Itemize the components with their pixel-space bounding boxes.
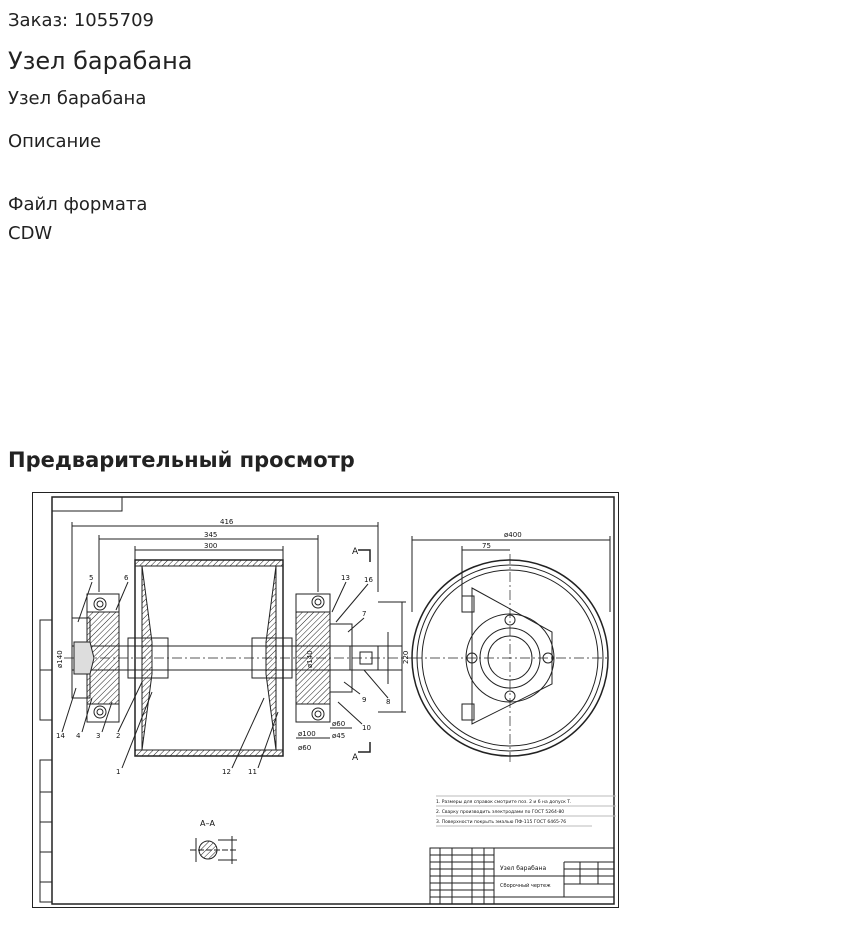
- dim-text-bottom-d: ø45: [332, 732, 346, 740]
- file-format-value: CDW: [8, 223, 53, 244]
- callout-10: 10: [362, 724, 371, 732]
- product-title: Узел барабана: [8, 47, 193, 75]
- callout-6: 6: [124, 574, 129, 582]
- left-strip-lower: [40, 760, 52, 902]
- callout-11: 11: [248, 768, 257, 776]
- preview-heading: Предварительный просмотр: [8, 448, 355, 472]
- callout-7: 7: [362, 610, 367, 618]
- dim-text-bottom-c: ø60: [332, 720, 346, 728]
- callout-4: 4: [76, 732, 81, 740]
- note-3: 3. Поверхности покрыть эмалью ПФ-115 ГОСТ 6465-76: [436, 820, 567, 825]
- dim-text-height: 220: [402, 650, 410, 664]
- callout-1: 1: [116, 768, 121, 776]
- description-label: Описание: [8, 131, 102, 152]
- sheet-frame: [52, 497, 614, 904]
- callout-16: 16: [364, 576, 373, 584]
- callout-12: 12: [222, 768, 231, 776]
- dim-text-hub-left: ø140: [56, 650, 64, 668]
- title-block-name: Узел барабана: [500, 865, 547, 872]
- dim-text-overall: 416: [220, 518, 234, 526]
- callout-14: 14: [56, 732, 65, 740]
- top-left-stamp: [52, 497, 122, 511]
- dim-text-hub-right: ø140: [306, 650, 314, 668]
- dim-text-circle: ø400: [504, 531, 522, 539]
- file-format-label: Файл формата: [8, 194, 148, 215]
- dim-text-drum: 300: [204, 542, 218, 550]
- technical-drawing: [32, 492, 620, 909]
- section-mark-top: А: [352, 547, 359, 557]
- dim-text-middle: 345: [204, 531, 218, 539]
- note-2: 2. Сварку производить электродами по ГОСТ 5264-80: [436, 810, 565, 815]
- note-1: 1. Размеры для справок смотрите поз. 2 и 6 на допуск Т.: [436, 800, 572, 805]
- section-view-label: А–А: [200, 819, 215, 828]
- drawing-preview-image: [32, 492, 620, 909]
- callout-2: 2: [116, 732, 121, 740]
- dim-text-bottom-b: ø60: [298, 744, 312, 752]
- title-block-doc: Сборочный чертеж: [500, 883, 551, 889]
- callout-3: 3: [96, 732, 101, 740]
- dim-text-offset: 75: [482, 542, 491, 550]
- order-number: Заказ: 1055709: [8, 10, 154, 31]
- dim-text-bottom-a: ø100: [298, 730, 316, 738]
- callout-9: 9: [362, 696, 367, 704]
- product-subtitle: Узел барабана: [8, 88, 147, 109]
- callout-13: 13: [341, 574, 350, 582]
- callout-8: 8: [386, 698, 391, 706]
- section-mark-bottom: А: [352, 753, 359, 763]
- callout-5: 5: [89, 574, 94, 582]
